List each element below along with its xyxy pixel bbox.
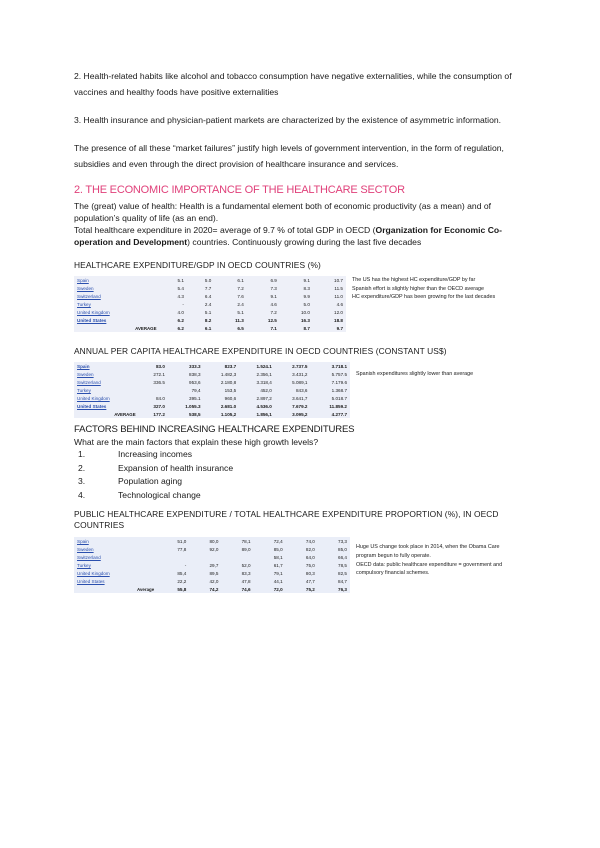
section-heading-factors: FACTORS BEHIND INCREASING HEALTHCARE EXPENDITURES bbox=[74, 424, 355, 435]
table-cell: 153,5 bbox=[224, 387, 237, 393]
average-label: AVERAGE bbox=[135, 325, 157, 331]
table-cell: 42,0 bbox=[209, 578, 219, 584]
table-cell: 7.1 bbox=[270, 325, 277, 331]
table2-title: ANNUAL PER CAPITA HEALTHCARE EXPENDITURE IN OECD COUNTRIES (CONSTANT US$) bbox=[74, 346, 447, 356]
table-row bbox=[74, 537, 350, 545]
table-cell: 4.6 bbox=[270, 301, 277, 307]
country-link[interactable]: Switzerland bbox=[77, 379, 101, 385]
table-cell: 333.3 bbox=[189, 363, 201, 369]
table-cell: 76,3 bbox=[338, 586, 347, 592]
table-row bbox=[74, 569, 350, 577]
table-row bbox=[74, 553, 350, 561]
table-cell: 89,5 bbox=[209, 570, 219, 576]
table-cell: 4.277.7 bbox=[331, 411, 347, 417]
table-cell: 7.679.2 bbox=[292, 403, 308, 409]
country-link[interactable]: Switzerland bbox=[77, 554, 101, 560]
table-cell: 73,3 bbox=[338, 538, 347, 544]
table-cell: 7.2 bbox=[237, 285, 244, 291]
table-cell: 78,1 bbox=[241, 538, 251, 544]
table-cell: 5.0 bbox=[204, 277, 212, 283]
table-row bbox=[74, 370, 350, 378]
table-cell: 47,7 bbox=[305, 578, 315, 584]
table-row bbox=[74, 378, 350, 386]
table-cell: 89,0 bbox=[241, 546, 251, 552]
paragraph-asymmetric-information: 3. Health insurance and physician-patient markets are characterized by the existence of asymmetric information. bbox=[74, 115, 502, 125]
table-cell: 80,3 bbox=[305, 570, 315, 576]
table-cell: 5.1 bbox=[204, 309, 212, 315]
table-cell: 83.0 bbox=[155, 363, 165, 369]
table-row-average bbox=[74, 410, 350, 418]
country-link[interactable]: Spain bbox=[77, 363, 90, 369]
list-item: 3. Population aging bbox=[78, 476, 183, 487]
table-cell: 82,0 bbox=[305, 546, 315, 552]
factors-list bbox=[74, 449, 526, 503]
table2-per-capita-expenditure bbox=[74, 362, 350, 418]
table-cell: 5.1 bbox=[237, 309, 244, 315]
table-cell: 960,6 bbox=[224, 395, 237, 401]
table-cell: 1.105,2 bbox=[220, 411, 237, 417]
country-link[interactable]: Turkey bbox=[77, 301, 91, 307]
table-cell: 85,0 bbox=[273, 546, 283, 552]
table-cell: 2.4 bbox=[237, 301, 244, 307]
table-cell: 75,2 bbox=[305, 586, 315, 592]
table-cell: 177.2 bbox=[153, 411, 165, 417]
table-cell: 272.1 bbox=[153, 371, 165, 377]
table-cell: 80,0 bbox=[209, 538, 219, 544]
table-cell: 6.5 bbox=[237, 325, 244, 331]
intro-value-of-health: The (great) value of health: Health is a fundamental element both of economic productivity (as a mean) and of population’s quality of life (as an end). bbox=[74, 201, 492, 223]
table-row-average bbox=[74, 585, 350, 593]
table-cell: 66,4 bbox=[338, 554, 347, 560]
table-cell: 44,1 bbox=[273, 578, 283, 584]
table-cell: 6.2 bbox=[177, 317, 184, 323]
table-cell: 3.318,4 bbox=[256, 379, 272, 385]
table-cell: 7.2 bbox=[270, 309, 277, 315]
table-cell: 74,6 bbox=[241, 586, 251, 592]
country-link[interactable]: United Kingdom bbox=[77, 570, 110, 576]
table-cell bbox=[157, 553, 189, 561]
table-cell: 77,8 bbox=[177, 546, 187, 552]
table-cell: 2.681.0 bbox=[220, 403, 237, 409]
table-row bbox=[74, 300, 346, 308]
country-link[interactable]: United States bbox=[77, 403, 107, 409]
table-cell: 78,5 bbox=[338, 562, 347, 568]
table-cell: 92,0 bbox=[209, 546, 219, 552]
table-cell: 538,5 bbox=[189, 411, 201, 417]
table-cell: 1.055.3 bbox=[185, 403, 201, 409]
table-cell: 11.0 bbox=[334, 293, 343, 299]
table-cell: 2.737.5 bbox=[292, 363, 308, 369]
country-link[interactable]: Sweden bbox=[77, 285, 94, 291]
table-cell: 1.368.7 bbox=[331, 387, 347, 393]
table-cell: 6.2 bbox=[177, 325, 184, 331]
table-cell: 3.095,2 bbox=[292, 411, 308, 417]
table-cell: 4.0 bbox=[177, 309, 184, 315]
table1-note: The US has the highest HC expenditure/GDP by far Spanish effort is slightly higher than the OECD average HC expenditure/GDP has been growing for the last decades bbox=[352, 277, 496, 301]
table-cell: 3.431,2 bbox=[292, 371, 308, 377]
table-cell: 1.482,3 bbox=[220, 371, 237, 377]
table-row bbox=[74, 276, 346, 284]
table-cell: 72,0 bbox=[273, 586, 283, 592]
average-label: Average bbox=[136, 586, 155, 592]
table-cell: 1.856,1 bbox=[256, 411, 272, 417]
table-row bbox=[74, 545, 350, 553]
list-item: 1. Increasing incomes bbox=[78, 449, 193, 459]
country-link[interactable]: United States bbox=[77, 317, 107, 323]
table-row bbox=[74, 316, 346, 324]
table-cell: 9.1 bbox=[303, 277, 310, 283]
table-cell: 395.1 bbox=[189, 395, 201, 401]
table-cell: 84.0 bbox=[155, 395, 165, 401]
table-cell: 823.7 bbox=[224, 363, 237, 369]
table-cell: 336.5 bbox=[153, 379, 165, 385]
paragraph-externalities: 2. Health-related habits like alcohol and tobacco consumption have negative externalities, while the consumption of vaccines and healthy foods have positive externalities bbox=[74, 71, 512, 97]
table-cell: 11.5 bbox=[334, 285, 343, 291]
table-cell: 9.1 bbox=[270, 293, 277, 299]
table-cell: 85,4 bbox=[177, 570, 187, 576]
table-cell: 22,2 bbox=[177, 578, 187, 584]
table-cell: 2.356,1 bbox=[256, 371, 272, 377]
table-cell: 6.9 bbox=[270, 277, 277, 283]
section-heading-economic-importance: 2. THE ECONOMIC IMPORTANCE OF THE HEALTHCARE SECTOR bbox=[74, 184, 405, 196]
table-cell: 75,0 bbox=[305, 562, 315, 568]
table-cell: 12.5 bbox=[267, 317, 277, 323]
country-link[interactable]: United Kingdom bbox=[77, 395, 110, 401]
table-row-average bbox=[74, 324, 346, 332]
table-cell: 83,3 bbox=[241, 570, 251, 576]
table-cell: 4.6 bbox=[336, 301, 343, 307]
table-cell: 6.1 bbox=[237, 277, 244, 283]
table-cell: 74,0 bbox=[305, 538, 315, 544]
table3-title: PUBLIC HEALTHCARE EXPENDITURE / TOTAL HEALTHCARE EXPENDITURE PROPORTION (%), IN OECD COUNTRIES bbox=[74, 509, 499, 531]
paragraph-market-failures: The presence of all these “market failures” justify high levels of government intervention, in the form of regulation, subsidies and even through the direct provision of healthcare insurance and services. bbox=[74, 143, 504, 169]
table-cell bbox=[139, 386, 168, 394]
country-link[interactable]: Spain bbox=[77, 277, 89, 283]
table-cell: 29,7 bbox=[209, 562, 219, 568]
table-cell: 843,6 bbox=[295, 387, 308, 393]
table-cell: 7.3 bbox=[270, 285, 277, 291]
table-cell: 4.536.0 bbox=[256, 403, 272, 409]
document-page bbox=[74, 68, 526, 593]
table-cell: 5.757.5 bbox=[331, 371, 347, 377]
table1-title: HEALTHCARE EXPENDITURE/GDP IN OECD COUNTRIES (%) bbox=[74, 260, 321, 270]
intro-total-expenditure: Total healthcare expenditure in 2020= average of 9.7 % of total GDP in OECD (Organization for Economic Co-operation and Development) countries. Continuously growing during the last five decades bbox=[74, 225, 503, 247]
table-cell: 953,6 bbox=[189, 379, 201, 385]
table-cell: 51,0 bbox=[177, 538, 187, 544]
table-cell: 10.0 bbox=[300, 309, 310, 315]
table-cell: 11.3 bbox=[235, 317, 244, 323]
table-cell: 7.179.6 bbox=[331, 379, 347, 385]
table-cell bbox=[189, 553, 221, 561]
country-link[interactable]: Sweden bbox=[77, 371, 94, 377]
country-link[interactable]: United States bbox=[77, 578, 105, 584]
table-cell: 7.6 bbox=[237, 293, 244, 299]
table-cell: 18.8 bbox=[334, 317, 343, 323]
table-cell: 2.180,8 bbox=[220, 379, 237, 385]
table-cell: 72,4 bbox=[273, 538, 283, 544]
table-cell: 7.7 bbox=[204, 285, 212, 291]
factors-question: What are the main factors that explain these high growth levels? bbox=[74, 437, 319, 447]
country-link[interactable]: Sweden bbox=[77, 546, 94, 552]
table-cell: 5.1 bbox=[177, 277, 184, 283]
table-cell: 61,7 bbox=[273, 562, 283, 568]
table-row bbox=[74, 402, 350, 410]
average-label: AVERAGE bbox=[114, 411, 136, 417]
table-cell: 327.0 bbox=[153, 403, 165, 409]
table-cell: 3.641,7 bbox=[292, 395, 308, 401]
table2-note: Spanish expenditures slightly lower than average bbox=[356, 371, 474, 377]
table-cell: 58,1 bbox=[273, 554, 283, 560]
table-cell: 82,5 bbox=[338, 570, 347, 576]
table-cell: 47,8 bbox=[241, 578, 251, 584]
table-cell: 16.3 bbox=[300, 317, 310, 323]
table-cell: 79,1 bbox=[273, 570, 283, 576]
table1-expenditure-gdp bbox=[74, 276, 346, 332]
table-cell: 6.4 bbox=[204, 293, 212, 299]
table-cell: 9.9 bbox=[303, 293, 310, 299]
table-cell: 5.4 bbox=[177, 285, 184, 291]
table-cell bbox=[221, 553, 253, 561]
table-cell: 9.7 bbox=[336, 325, 343, 331]
table3-note: Huge US change took place in 2014, when the Obama Care program begun to fully operate. OECD data: public healthcare expenditure = government and compulsory financial schemes. bbox=[356, 544, 503, 577]
table-cell: 8.7 bbox=[303, 325, 310, 331]
table-cell: 55,8 bbox=[177, 586, 187, 592]
table-cell: 64,0 bbox=[305, 554, 315, 560]
table-row bbox=[74, 561, 350, 569]
table-row bbox=[74, 308, 346, 316]
table-cell: 5.089,1 bbox=[292, 379, 308, 385]
table-cell: 2.4 bbox=[204, 301, 212, 307]
list-item: 2. Expansion of health insurance bbox=[78, 462, 234, 473]
country-link[interactable]: United Kingdom bbox=[77, 309, 110, 315]
table-cell: 6.1 bbox=[204, 325, 212, 331]
country-link[interactable]: Turkey bbox=[77, 562, 91, 568]
table-cell: 2.897,2 bbox=[256, 395, 272, 401]
table-cell: 5.018.7 bbox=[331, 395, 347, 401]
table-row bbox=[74, 394, 350, 402]
table-cell: 5.0 bbox=[303, 301, 310, 307]
country-link[interactable]: Turkey bbox=[77, 387, 91, 393]
table-cell: 452,0 bbox=[260, 387, 272, 393]
table-cell: 8.2 bbox=[204, 317, 212, 323]
table-row bbox=[74, 284, 346, 292]
table-row bbox=[74, 577, 350, 585]
table-cell: 12.0 bbox=[334, 309, 343, 315]
table-row bbox=[74, 362, 350, 370]
table-row bbox=[74, 292, 346, 300]
table-cell: 74,2 bbox=[209, 586, 219, 592]
table-cell: 84,7 bbox=[338, 578, 347, 584]
table-cell: 85,0 bbox=[338, 546, 347, 552]
table-cell: 79,4 bbox=[191, 387, 201, 393]
country-link[interactable]: Switzerland bbox=[77, 293, 101, 299]
table-cell: 11.859.2 bbox=[329, 403, 347, 409]
table-cell: - bbox=[182, 301, 184, 307]
table-cell: 8.3 bbox=[303, 285, 310, 291]
table-cell: 10.7 bbox=[334, 277, 343, 283]
list-item: 4. Technological change bbox=[78, 489, 201, 500]
table-row bbox=[74, 386, 350, 394]
table-cell: 1.524.1 bbox=[256, 363, 272, 369]
table3-public-share bbox=[74, 537, 350, 593]
table-cell: 52,0 bbox=[241, 562, 251, 568]
table-cell: 838,3 bbox=[189, 371, 201, 377]
country-link[interactable]: Spain bbox=[77, 538, 89, 544]
table-cell: - bbox=[184, 562, 187, 568]
table-cell: 4.3 bbox=[177, 293, 184, 299]
table-cell: 3.718.1 bbox=[331, 363, 347, 369]
